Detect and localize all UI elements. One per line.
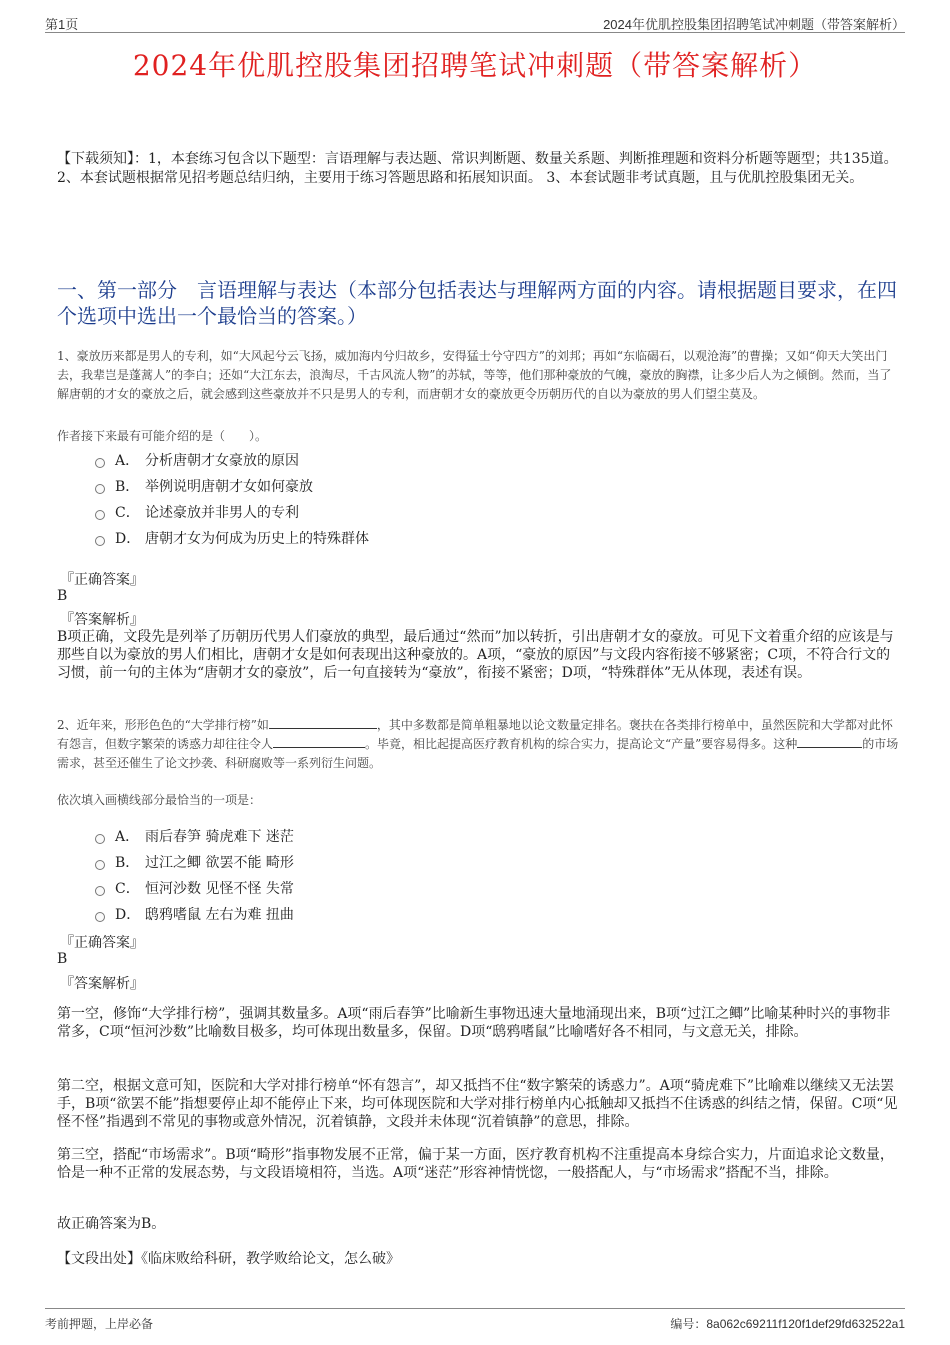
correct-answer-value: B [57,951,68,967]
analysis-conclusion: 故正确答案为B。 [57,1216,166,1232]
fill-blank [797,735,862,748]
option-label: 举例说明唐朝才女如何豪放 [145,479,313,495]
download-notice: 【下载须知】：1，本套练习包含以下题型：言语理解与表达题、常识判断题、数量关系题、判断推理题和资料分析题等题型；共135道。 2、本套试题根据常见招考题总结归纳，主要用于练习答题思路和拓展知识面。 3、本套试题非考试真题，且与优肌控股集团无关。 [57,151,898,186]
radio-button[interactable] [95,510,105,520]
option-c[interactable]: C． 论述豪放并非男人的专利 [95,500,369,526]
radio-button[interactable] [95,536,105,546]
question-2-options [95,824,294,928]
analysis-paragraph-2: 第二空，根据文意可知，医院和大学对排行榜单“怀有怨言”，却又抵挡不住“数字繁荣的诱惑力”。A项“骑虎难下”比喻难以继续又无法罢手，B项“欲罢不能”指想要停止却不能停止下来，均可体现医院和大学对排行榜单内心抵触却又抵挡不住诱惑的纠结之情，保留。C项“见怪不怪”指遇到不常见的事物或意外情况，沉着镇静，文段并未体现“沉着镇静”的意思，排除。 [57,1078,898,1130]
analysis-label: 『答案解析』 [60,976,144,992]
option-label: 分析唐朝才女豪放的原因 [145,453,299,469]
page-header [45,12,905,33]
question-2-prompt: 依次填入画横线部分最恰当的一项是： [57,793,262,807]
analysis-label: 『答案解析』 [60,612,144,628]
question-2-text: 2、近年来，形形色色的“大学排行榜”如 ，其中多数都是简单粗暴地以论文数量定排名。褒扶在各类排行榜单中，虽然医院和大学都对此怀有怨言，但数字繁荣的诱惑力却往往令人 。毕竟，相比起提高医疗教育机构的综合实力，提高论文“产量”要容易得多。这种 的市场需求，甚至还催生了论文抄袭、科研腐败等一系列衍生问题。 [57,718,899,770]
page-title: 2024年优肌控股集团招聘笔试冲刺题（带答案解析） [132,49,818,82]
option-label: 论述豪放并非男人的专利 [145,505,299,521]
option-label: 过江之鲫 欲罢不能 畸形 [145,855,294,871]
option-a[interactable]: A． 分析唐朝才女豪放的原因 [95,448,369,474]
footer-slogan: 考前押题，上岸必备 [45,1317,154,1331]
correct-answer-label: 『正确答案』 [60,935,144,951]
fill-blank [273,735,365,748]
radio-button[interactable] [95,912,105,922]
analysis-paragraph-1: 第一空，修饰“大学排行榜”，强调其数量多。A项“雨后春笋”比喻新生事物迅速大量地涌现出来，B项“过江之鲫”比喻某种时兴的事物非常多，C项“恒河沙数”比喻数目极多，均可体现出数量多，保留。D项“鸱鸦嗜鼠”比喻嗜好各不相同，与文意无关，排除。 [57,1006,891,1040]
option-label: 恒河沙数 见怪不怪 失常 [145,881,294,897]
page-number: 第1页 [45,17,79,32]
option-label: 鸱鸦嗜鼠 左右为难 扭曲 [145,907,294,923]
option-c[interactable]: C． 恒河沙数 见怪不怪 失常 [95,876,294,902]
answer-analysis: B项正确，文段先是列举了历朝历代男人们豪放的典型，最后通过“然而”加以转折，引出唐朝才女的豪放。可见下文着重介绍的应该是与那些自以为豪放的男人们相比，唐朝才女是如何表现出这种豪放的。A项，“豪放的原因”与文段内容衔接不够紧密；C项，不符合行文的习惯，前一句的主体为“唐朝才女的豪放”，后一句直接转为“豪放”，衔接不紧密；D项，“特殊群体”无从体现，表述有误。 [57,629,894,681]
section-heading: 一、第一部分 言语理解与表达（本部分包括表达与理解两方面的内容。请根据题目要求，在四个选项中选出一个最恰当的答案。） [57,278,897,328]
option-label: 雨后春笋 骑虎难下 迷茫 [145,829,294,845]
page-footer [45,1308,905,1333]
radio-button[interactable] [95,834,105,844]
question-1-prompt: 作者接下来最有可能介绍的是（ ）。 [57,429,268,443]
option-b[interactable]: B． 过江之鲫 欲罢不能 畸形 [95,850,294,876]
question-1-text: 1、豪放历来都是男人的专利，如“大风起兮云飞扬，威加海内兮归故乡，安得猛士兮守四方”的刘邦；再如“东临碣石，以观沧海”的曹操；又如“仰天大笑出门去，我辈岂是蓬蒿人”的李白；还如“大江东去，浪淘尽，千古风流人物”的苏轼，等等，他们那种豪放的气魄，豪放的胸襟，让多少后人为之倾倒。然而，当了解唐朝的才女的豪放之后，就会感到这些豪放并不只是男人的专利，而唐朝才女的豪放更令历朝历代的自以为豪放的男人们望尘莫及。 [57,349,892,401]
question-1-options [95,448,369,552]
header-doc-title: 2024年优肌控股集团招聘笔试冲刺题（带答案解析） [603,17,905,32]
document-id: 编号：8a062c69211f120f1def29fd632522a1 [670,1317,905,1331]
radio-button[interactable] [95,886,105,896]
radio-button[interactable] [95,458,105,468]
radio-button[interactable] [95,484,105,494]
analysis-paragraph-3: 第三空，搭配“市场需求”。B项“畸形”指事物发展不正常，偏于某一方面，医疗教育机构不注重提高本身综合实力，片面追求论文数量，恰是一种不正常的发展态势，与文段语境相符，当选。A项“迷茫”形容神情恍惚，一般搭配人，与“市场需求”搭配不当，排除。 [57,1147,894,1181]
radio-button[interactable] [95,860,105,870]
option-d[interactable]: D． 唐朝才女为何成为历史上的特殊群体 [95,526,369,552]
correct-answer-value: B [57,588,68,604]
option-label: 唐朝才女为何成为历史上的特殊群体 [145,531,369,547]
option-a[interactable]: A． 雨后春笋 骑虎难下 迷茫 [95,824,294,850]
correct-answer-label: 『正确答案』 [60,572,144,588]
option-d[interactable]: D． 鸱鸦嗜鼠 左右为难 扭曲 [95,902,294,928]
fill-blank [269,716,377,729]
option-b[interactable]: B． 举例说明唐朝才女如何豪放 [95,474,369,500]
text-source: 【文段出处】《临床败给科研，教学败给论文，怎么破》 [57,1251,400,1267]
